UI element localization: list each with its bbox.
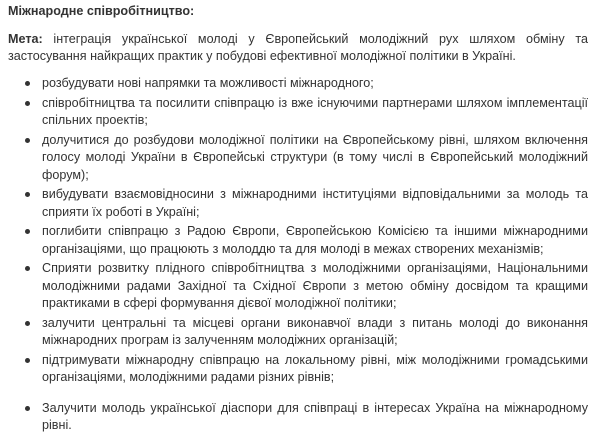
list-item [42,186,588,221]
list-item [42,95,588,130]
list-item [42,260,588,313]
list-item [42,315,588,350]
list-item-text: Сприяти розвитку плідного співробітництва з молодіжними організаціями, Національними молодіжними радами Західної та Східної Європи з метою обміну досвідом та кращими практиками в сфері формування дієвої молодіжної політики; [42,261,588,310]
bullet-icon [25,192,30,197]
goal-paragraph [8,31,588,65]
list-item-text: співробітництва та посилити співпрацю із вже існуючими партнерами шляхом імплементації спільних проектів; [42,95,588,127]
list-item [42,132,588,185]
bullet-icon [25,229,30,234]
list-item-text: розбудувати нові напрямки та можливості міжнародного; [42,76,374,90]
list-item [42,223,588,258]
bullet-icon [25,81,30,86]
list-item-text: Залучити молодь української діаспори для співпраці в інтересах Україна на міжнародному рівні. [42,400,588,432]
goals-list [8,75,588,435]
goal-label: Мета: [8,32,43,46]
bullet-icon [25,358,30,363]
bullet-icon [25,266,30,271]
list-item [42,75,588,93]
list-item-text: підтримувати міжнародну співпрацю на локальному рівні, між молодіжними громадськими організаціями, молодіжними радами різних рівнів; [42,352,588,384]
goal-text: інтеграція української молоді у Європейський молодіжний рух шляхом обміну та застосування найкращих практик у побудові ефективної молодіжної політики в Україні. [8,32,588,63]
bullet-icon [25,101,30,106]
list-item-text: залучити центральні та місцеві органи виконавчої влади з питань молоді до виконання міжнародних програм із залученням молодіжних організацій; [42,315,588,347]
bullet-icon [25,321,30,326]
list-item-text: долучитися до розбудови молодіжної політики на Європейському рівні, шляхом включення голосу молоді України в Європейські структури (в тому числі в Європейський молодіжний форум); [42,132,588,182]
list-item [42,400,588,435]
bullet-icon [25,138,30,143]
bullet-icon [25,406,30,411]
list-item-text: поглибити співпрацю з Радою Європи, Європейською Комісією та іншими міжнародними організаціями, що працюють з молоддю та для молоді в межах створених механізмів; [42,224,588,256]
list-item [42,352,588,387]
section-heading: Міжнародне співробітництво: [8,4,195,18]
list-item-text: вибудувати взаємовідносини з міжнародними інституціями відповідальними за молодь та сприяти їх роботі в Україні; [42,187,588,219]
